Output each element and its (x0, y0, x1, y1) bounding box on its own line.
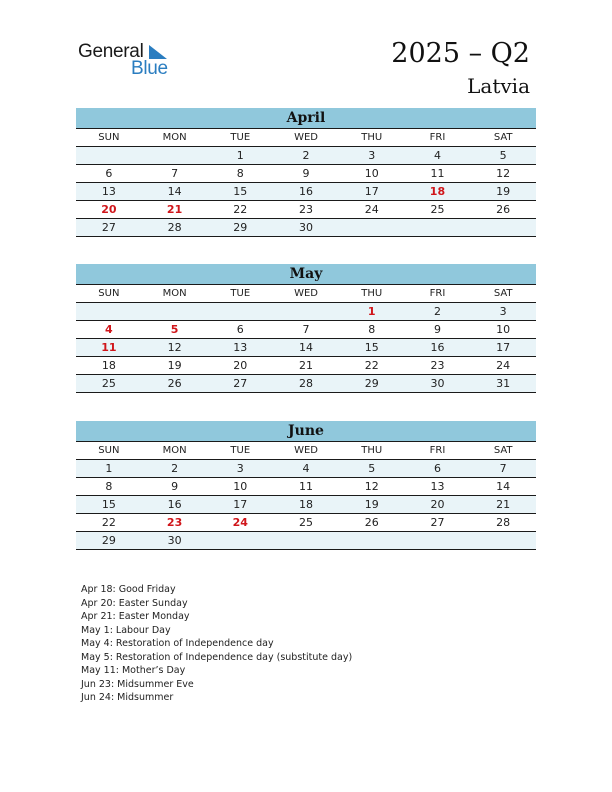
weekday-label: THU (361, 445, 383, 456)
day-cell: 27 (233, 377, 248, 390)
weekday-label: TUE (230, 445, 251, 456)
holiday-note: Jun 24: Midsummer (81, 692, 174, 703)
day-cell: 7 (499, 462, 507, 475)
day-cell: 2 (433, 305, 441, 318)
day-cell: 5 (368, 462, 376, 475)
day-cell: 10 (364, 167, 379, 180)
day-cell: 4 (302, 462, 310, 475)
day-cell: 3 (368, 149, 376, 162)
day-cell: 23 (166, 516, 183, 529)
day-cell: 2 (302, 149, 310, 162)
week-row (76, 532, 536, 550)
weekday-label: SUN (98, 288, 120, 299)
empty-day-cell (339, 219, 405, 236)
day-cell: 6 (236, 323, 244, 336)
logo-word-general: General (78, 41, 144, 62)
holiday-notes (81, 583, 352, 705)
weekday-header-row (76, 441, 536, 460)
month-header: June (76, 421, 536, 441)
day-cell: 14 (299, 341, 314, 354)
day-cell: 12 (496, 167, 511, 180)
day-cell: 19 (496, 185, 511, 198)
day-cell: 18 (429, 185, 446, 198)
day-cell: 22 (101, 516, 116, 529)
week-row (76, 375, 536, 393)
empty-day-cell (76, 147, 142, 164)
weekday-label: SAT (493, 132, 513, 143)
day-cell: 3 (236, 462, 244, 475)
empty-day-cell (470, 219, 536, 236)
day-cell: 1 (236, 149, 244, 162)
day-cell: 18 (101, 359, 116, 372)
day-cell: 1 (105, 462, 113, 475)
weekday-label: SAT (493, 445, 513, 456)
day-cell: 20 (101, 203, 117, 216)
day-cell: 25 (101, 377, 116, 390)
week-row (76, 357, 536, 375)
empty-day-cell (470, 532, 536, 549)
day-cell: 15 (101, 498, 116, 511)
day-cell: 9 (171, 480, 179, 493)
day-cell: 30 (299, 221, 314, 234)
day-cell: 22 (233, 203, 248, 216)
day-cell: 29 (101, 534, 116, 547)
day-cell: 20 (233, 359, 248, 372)
day-cell: 15 (233, 185, 248, 198)
day-cell: 23 (299, 203, 314, 216)
day-cell: 8 (105, 480, 113, 493)
empty-day-cell (142, 147, 208, 164)
day-cell: 24 (496, 359, 511, 372)
weekday-label: FRI (429, 288, 446, 299)
weekday-label: MON (162, 132, 187, 143)
week-row (76, 183, 536, 201)
week-row (76, 219, 536, 237)
empty-day-cell (339, 532, 405, 549)
holiday-note: May 11: Mother’s Day (81, 665, 186, 676)
day-cell: 17 (364, 185, 379, 198)
weekday-label: SUN (98, 132, 120, 143)
day-cell: 7 (171, 167, 179, 180)
empty-day-cell (207, 303, 273, 320)
empty-day-cell (273, 303, 339, 320)
day-cell: 16 (167, 498, 182, 511)
month-may (76, 264, 536, 393)
week-row (76, 478, 536, 496)
day-cell: 17 (233, 498, 248, 511)
day-cell: 15 (364, 341, 379, 354)
logo-triangle-icon (149, 45, 167, 59)
month-header: April (76, 108, 536, 128)
week-row (76, 201, 536, 219)
weekday-label: FRI (429, 132, 446, 143)
holiday-note: Jun 23: Midsummer Eve (81, 678, 194, 690)
day-cell: 26 (496, 203, 511, 216)
weekday-label: WED (294, 288, 318, 299)
day-cell: 22 (364, 359, 379, 372)
day-cell: 11 (299, 480, 314, 493)
day-cell: 19 (167, 359, 182, 372)
day-cell: 31 (496, 377, 511, 390)
weekday-header-row (76, 128, 536, 147)
day-cell: 27 (101, 221, 116, 234)
week-row (76, 303, 536, 321)
weekday-label: MON (162, 445, 187, 456)
day-cell: 25 (299, 516, 314, 529)
day-cell: 11 (101, 341, 117, 354)
day-cell: 18 (299, 498, 314, 511)
empty-day-cell (405, 532, 471, 549)
day-cell: 11 (430, 167, 445, 180)
day-cell: 17 (496, 341, 511, 354)
empty-day-cell (76, 303, 142, 320)
weekday-label: THU (361, 132, 383, 143)
weekday-header-row (76, 284, 536, 303)
month-header: May (76, 264, 536, 284)
week-row (76, 147, 536, 165)
day-cell: 28 (496, 516, 511, 529)
day-cell: 24 (232, 516, 248, 529)
day-cell: 24 (364, 203, 379, 216)
generalblue-logo (78, 41, 188, 81)
empty-day-cell (207, 532, 273, 549)
day-cell: 29 (233, 221, 248, 234)
day-cell: 5 (170, 323, 179, 336)
weekday-label: SAT (493, 288, 513, 299)
day-cell: 12 (167, 341, 182, 354)
weekday-label: THU (361, 288, 383, 299)
day-cell: 16 (299, 185, 314, 198)
day-cell: 7 (302, 323, 310, 336)
day-cell: 28 (299, 377, 314, 390)
day-cell: 21 (166, 203, 183, 216)
day-cell: 6 (105, 167, 113, 180)
day-cell: 8 (368, 323, 376, 336)
day-cell: 21 (299, 359, 314, 372)
day-cell: 23 (430, 359, 445, 372)
day-cell: 14 (496, 480, 511, 493)
day-cell: 2 (171, 462, 179, 475)
day-cell: 19 (364, 498, 379, 511)
day-cell: 9 (302, 167, 310, 180)
day-cell: 30 (430, 377, 445, 390)
week-row (76, 496, 536, 514)
day-cell: 10 (233, 480, 248, 493)
holiday-note: May 5: Restoration of Independence day (substitute day) (81, 651, 353, 663)
day-cell: 1 (367, 305, 376, 318)
holiday-note: Apr 18: Good Friday (81, 584, 176, 595)
holiday-note: Apr 20: Easter Sunday (81, 597, 188, 609)
country-name: Latvia (467, 74, 530, 98)
day-cell: 20 (430, 498, 445, 511)
holiday-note: May 1: Labour Day (81, 624, 171, 636)
weekday-label: MON (162, 288, 187, 299)
month-june (76, 421, 536, 550)
week-row (76, 514, 536, 532)
week-row (76, 460, 536, 478)
day-cell: 4 (433, 149, 441, 162)
holiday-note: May 4: Restoration of Independence day (81, 638, 274, 649)
weekday-label: WED (294, 132, 318, 143)
day-cell: 5 (499, 149, 507, 162)
empty-day-cell (405, 219, 471, 236)
day-cell: 4 (105, 323, 113, 336)
empty-day-cell (142, 303, 208, 320)
day-cell: 13 (233, 341, 248, 354)
day-cell: 25 (430, 203, 445, 216)
day-cell: 12 (364, 480, 379, 493)
day-cell: 9 (433, 323, 441, 336)
logo-word-blue: Blue (131, 58, 168, 79)
holiday-note: Apr 21: Easter Monday (81, 611, 190, 622)
day-cell: 8 (236, 167, 244, 180)
day-cell: 13 (430, 480, 445, 493)
week-row (76, 165, 536, 183)
weekday-label: TUE (230, 132, 251, 143)
weekday-label: FRI (429, 445, 446, 456)
week-row (76, 321, 536, 339)
day-cell: 28 (167, 221, 182, 234)
month-april (76, 108, 536, 237)
day-cell: 27 (430, 516, 445, 529)
day-cell: 16 (430, 341, 445, 354)
page-title: 2025 – Q2 (391, 38, 530, 69)
weekday-label: WED (294, 445, 318, 456)
day-cell: 26 (167, 377, 182, 390)
weekday-label: SUN (98, 445, 120, 456)
day-cell: 3 (499, 305, 507, 318)
day-cell: 29 (364, 377, 379, 390)
empty-day-cell (273, 532, 339, 549)
day-cell: 21 (496, 498, 511, 511)
week-row (76, 339, 536, 357)
day-cell: 6 (433, 462, 441, 475)
day-cell: 13 (101, 185, 116, 198)
day-cell: 10 (496, 323, 511, 336)
day-cell: 14 (167, 185, 182, 198)
day-cell: 30 (167, 534, 182, 547)
day-cell: 26 (364, 516, 379, 529)
weekday-label: TUE (230, 288, 251, 299)
